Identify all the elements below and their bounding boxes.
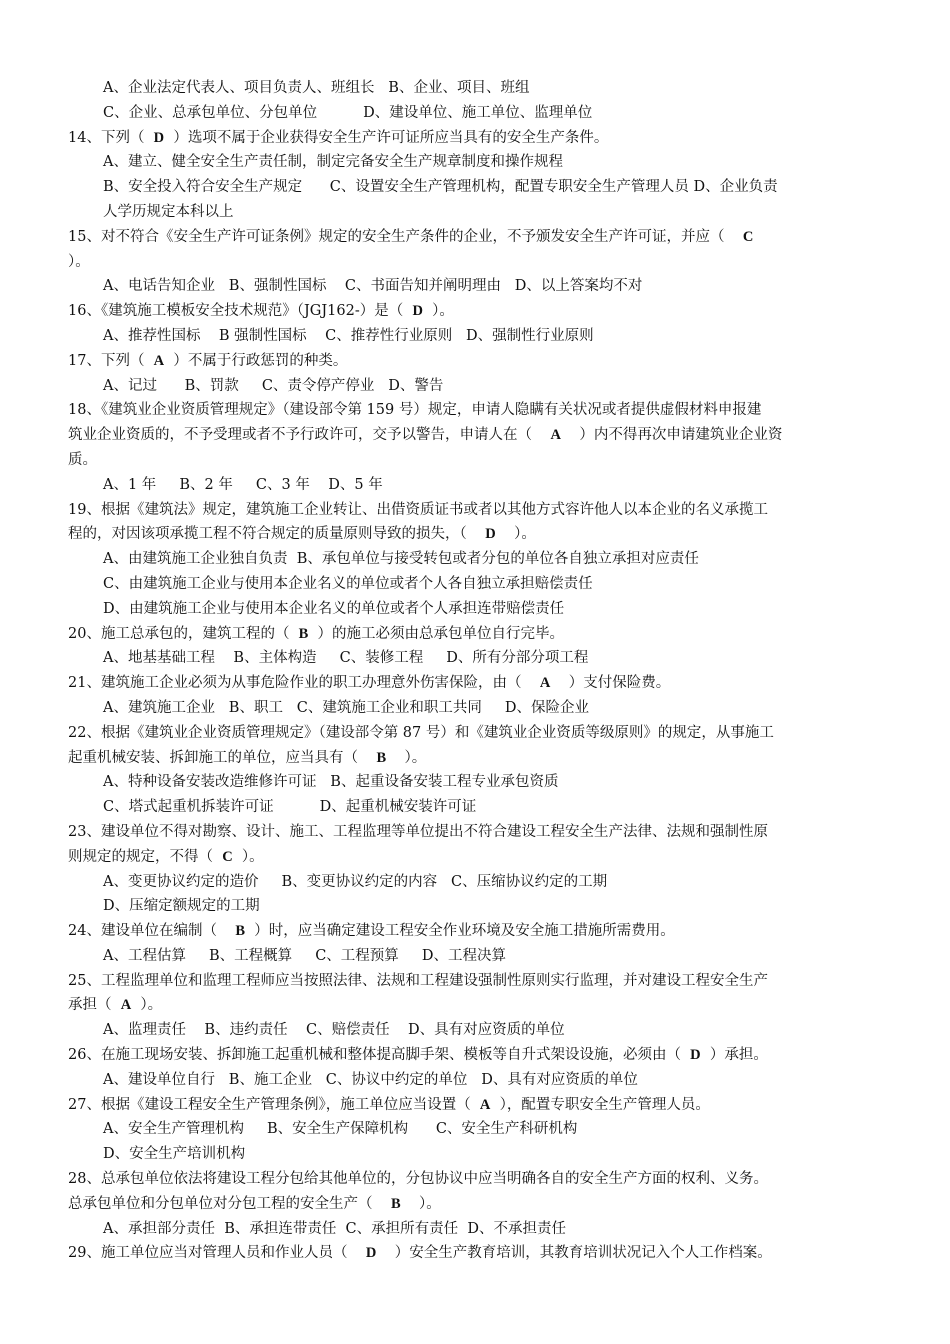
line-text: 17、下列（ <box>68 352 154 369</box>
line-text: A、记过 B、罚款 C、责令停产停业 D、警告 <box>103 377 444 394</box>
line-text: ）。 <box>400 1195 441 1212</box>
line-text: 26、在施工现场安装、拆卸施工起重机械和整体提高脚手架、模板等自升式架设设施，必须由（ <box>68 1047 691 1064</box>
line-text: A、建筑施工企业 B、职工 C、建筑施工企业和职工共同 D、保险企业 <box>103 699 590 716</box>
option-line <box>0 547 950 572</box>
line-text: A、特种设备安装改造维修许可证 B、起重设备安装工程专业承包资质 <box>103 774 559 791</box>
line-text: 23、建设单位不得对勘察、设计、施工、工程监理等单位提出不符合建设工程安全生产法律、法规和强制性原 <box>68 823 768 840</box>
line-text: ）。 <box>232 848 264 865</box>
line-text: 20、施工总承包的，建筑工程的（ <box>68 625 299 642</box>
line-text: 总承包单位和分包单位对分包工程的安全生产（ <box>68 1195 391 1212</box>
option-line <box>0 175 950 200</box>
option-line <box>0 1018 950 1043</box>
answer-letter: B <box>235 923 246 940</box>
question-line <box>0 993 950 1018</box>
option-line <box>0 572 950 597</box>
line-text: ）的施工必须由总承包单位自行完毕。 <box>308 625 565 642</box>
answer-letter: A <box>539 675 551 692</box>
option-line <box>0 894 950 919</box>
line-text: 22、根据《建筑业企业资质管理规定》（建设部令第 87 号）和《建筑业企业资质等级原则》的规定，从事施工 <box>68 724 774 741</box>
line-text: A、工程估算 B、工程概算 C、工程预算 D、工程决算 <box>103 947 506 964</box>
line-text: 质。 <box>68 451 97 468</box>
question-line <box>0 1043 950 1068</box>
line-text: ）。 <box>495 526 536 543</box>
question-line <box>0 845 950 870</box>
answer-letter: D <box>412 303 423 320</box>
line-text: A、变更协议约定的造价 B、变更协议约定的内容 C、压缩协议约定的工期 <box>103 873 608 890</box>
answer-letter: D <box>690 1047 701 1064</box>
line-text: A、承担部分责任 B、承担连带责任 C、承担所有责任 D、不承担责任 <box>103 1220 566 1237</box>
question-line <box>0 919 950 944</box>
line-text: A、地基基础工程 B、主体构造 C、装修工程 D、所有分部分项工程 <box>103 650 589 667</box>
option-line <box>0 696 950 721</box>
option-line <box>0 795 950 820</box>
line-text: ），配置专职安全生产管理人员。 <box>490 1096 710 1113</box>
line-text: A、安全生产管理机构 B、安全生产保障机构 C、安全生产科研机构 <box>103 1121 578 1138</box>
question-line <box>0 1093 950 1118</box>
answer-letter: D <box>485 526 496 543</box>
option-line <box>0 101 950 126</box>
question-line <box>0 126 950 151</box>
line-text: A、建设单位自行 B、施工企业 C、协议中约定的单位 D、具有对应资质的单位 <box>103 1071 638 1088</box>
line-text: ）不属于行政惩罚的种类。 <box>164 352 348 369</box>
line-text: 25、工程监理单位和监理工程师应当按照法律、法规和工程建设强制性原则实行监理，并对建设工程安全生产 <box>68 972 768 989</box>
answer-letter: A <box>479 1096 491 1113</box>
line-text: 21、建筑施工企业必须为从事危险作业的职工办理意外伤害保险，由（ <box>68 675 540 692</box>
option-line <box>0 770 950 795</box>
question-line <box>0 820 950 845</box>
line-text: 27、根据《建设工程安全生产管理条例》，施工单位应当设置（ <box>68 1096 480 1113</box>
option-line <box>0 200 950 225</box>
option-line <box>0 324 950 349</box>
line-text: 则规定的规定，不得（ <box>68 848 223 865</box>
line-text: A、1 年 B、2 年 C、3 年 D、5 年 <box>103 476 383 493</box>
line-text: ）。 <box>131 997 163 1014</box>
line-text: 筑业企业资质的，不予受理或者不予行政许可，交予以警告，申请人在（ <box>68 427 551 444</box>
line-text: A、由建筑施工企业独自负责 B、承包单位与接受转包或者分包的单位各自独立承担对应责任 <box>103 551 699 568</box>
line-text: A、监理责任 B、违约责任 C、赔偿责任 D、具有对应资质的单位 <box>103 1022 565 1039</box>
option-line <box>0 150 950 175</box>
line-text: ）时，应当确定建设工程安全作业环境及安全施工措施所需费用。 <box>245 923 675 940</box>
question-line <box>0 1192 950 1217</box>
question-line <box>0 721 950 746</box>
question-line <box>0 448 950 473</box>
line-text: 承担（ <box>68 997 121 1014</box>
line-text: 14、下列（ <box>68 129 154 146</box>
answer-letter: C <box>742 228 754 245</box>
answer-letter: B <box>298 625 309 642</box>
line-text: 24、建设单位在编制（ <box>68 923 236 940</box>
line-text: D、安全生产培训机构 <box>103 1146 246 1163</box>
line-text: ）承担。 <box>700 1047 768 1064</box>
question-line <box>0 498 950 523</box>
question-line <box>0 299 950 324</box>
line-text: D、压缩定额规定的工期 <box>103 898 260 915</box>
option-line <box>0 1142 950 1167</box>
line-text: A、企业法定代表人、项目负责人、班组长 B、企业、项目、班组 <box>103 80 530 96</box>
question-line <box>0 349 950 374</box>
option-line <box>0 646 950 671</box>
option-line <box>0 374 950 399</box>
question-line <box>0 969 950 994</box>
answer-letter: B <box>376 749 387 766</box>
line-text: 程的，对因该项承揽工程不符合规定的质量原则导致的损失，（ <box>68 526 486 543</box>
question-line <box>0 250 950 275</box>
question-line <box>0 398 950 423</box>
line-text: ）支付保险费。 <box>550 675 671 692</box>
answer-letter: A <box>120 997 132 1014</box>
line-text: C、由建筑施工企业与使用本企业名义的单位或者个人各自独立承担赔偿责任 <box>103 575 593 592</box>
line-text: ）。 <box>386 749 427 766</box>
answer-letter: D <box>153 129 165 146</box>
line-text: ）。 <box>68 253 90 270</box>
document-page <box>0 76 950 1266</box>
option-line <box>0 274 950 299</box>
line-text: 15、对不符合《安全生产许可证条例》规定的安全生产条件的企业，不予颁发安全生产许可证，并应（ <box>68 228 743 245</box>
line-text: ）。 <box>422 303 454 320</box>
line-text: D、由建筑施工企业与使用本企业名义的单位或者个人承担连带赔偿责任 <box>103 600 565 617</box>
answer-letter: D <box>365 1245 377 1262</box>
line-text: 19、根据《建筑法》规定，建筑施工企业转让、出借资质证书或者以其他方式容许他人以本企业的名义承揽工 <box>68 501 768 518</box>
answer-letter: B <box>390 1195 401 1212</box>
answer-letter: A <box>153 352 165 369</box>
option-line <box>0 1217 950 1242</box>
answer-letter: C <box>222 848 233 865</box>
option-line <box>0 1068 950 1093</box>
line-text: ）安全生产教育培训，其教育培训状况记入个人工作档案。 <box>376 1245 772 1262</box>
line-text: B、安全投入符合安全生产规定 C、设置安全生产管理机构，配置专职安全生产管理人员 D、企业负责 <box>103 179 778 196</box>
line-text: 18、《建筑业企业资质管理规定》（建设部令第 159 号）规定，申请人隐瞒有关状况或者提供虚假材料申报建 <box>68 402 762 419</box>
line-text: ）选项不属于企业获得安全生产许可证所应当具有的安全生产条件。 <box>164 129 609 146</box>
question-line <box>0 622 950 647</box>
line-text: ）内不得再次申请建筑业企业资 <box>560 427 783 444</box>
option-line <box>0 870 950 895</box>
line-text: 29、施工单位应当对管理人员和作业人员（ <box>68 1245 366 1262</box>
answer-letter: A <box>550 427 561 444</box>
line-text: C、塔式起重机拆装许可证 D、起重机械安装许可证 <box>103 799 477 816</box>
question-line <box>0 671 950 696</box>
line-text: A、建立、健全安全生产责任制，制定完备安全生产规章制度和操作规程 <box>103 154 563 171</box>
line-text: A、电话告知企业 B、强制性国标 C、书面告知并阐明理由 D、以上答案均不对 <box>103 278 643 295</box>
option-line <box>0 1117 950 1142</box>
question-line <box>0 225 950 250</box>
question-line <box>0 746 950 771</box>
line-text: 16、《建筑施工模板安全技术规范》（JGJ162-）是（ <box>68 303 413 320</box>
question-line <box>0 1167 950 1192</box>
option-line <box>0 597 950 622</box>
option-line <box>0 473 950 498</box>
question-line <box>0 1241 950 1266</box>
line-text: 28、总承包单位依法将建设工程分包给其他单位的，分包协议中应当明确各自的安全生产方面的权利、义务。 <box>68 1171 768 1188</box>
option-line <box>0 944 950 969</box>
line-text: A、推荐性国标 B 强制性国标 C、推荐性行业原则 D、强制性行业原则 <box>103 327 594 344</box>
line-text: 起重机械安装、拆卸施工的单位，应当具有（ <box>68 749 377 766</box>
line-text: 人学历规定本科以上 <box>103 203 234 220</box>
question-line <box>0 522 950 547</box>
question-line <box>0 423 950 448</box>
option-line <box>0 76 950 101</box>
line-text: C、企业、总承包单位、分包单位 D、建设单位、施工单位、监理单位 <box>103 104 593 121</box>
